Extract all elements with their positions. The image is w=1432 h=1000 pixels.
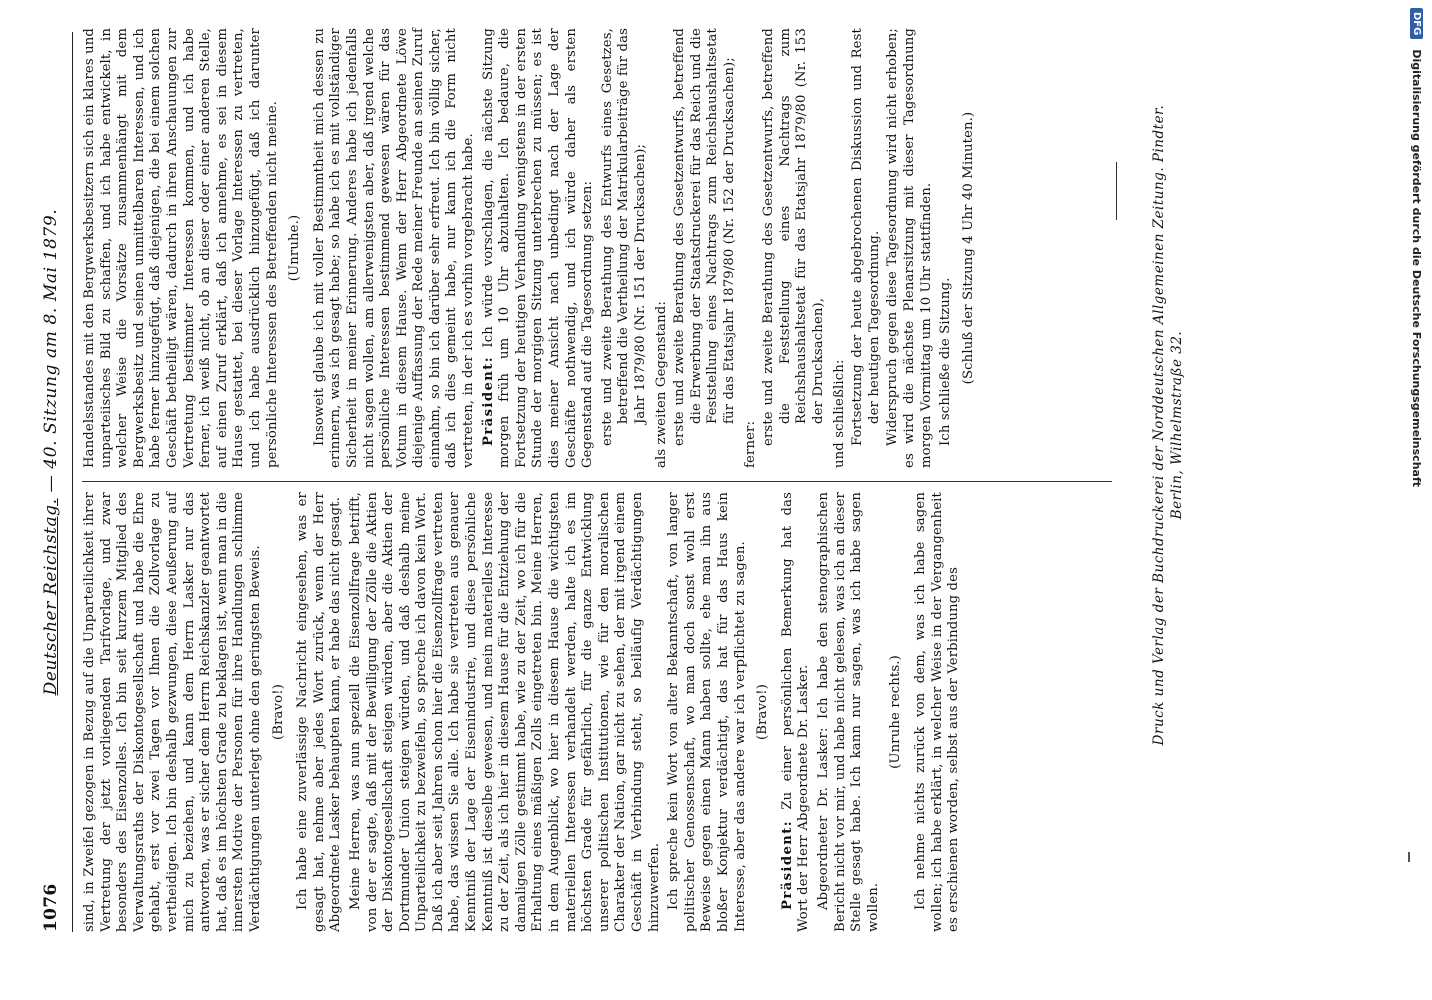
speaker-label: Abgeordneter Dr. Lasker: [815,727,831,910]
printer-imprint [1150,30,1186,820]
speech-text: Ich würde vorschlagen, die nächste Sitzung morgen früh um 10 Uhr abzuhalten. Ich bedaure, die Fortsetzung der heutigen Verhandlung wenigstens in der ersten Stunde der morgigen Sitzung unterbrechen zu müssen; es ist dies meiner Ansicht nach unbedingt nach der Lage der Geschäfte nothwendig, und ich würde daher als ersten Gegenstand auf die Tagesordnung setzen: [480,27,596,468]
remark: (Unruhe rechts.) [888,655,904,769]
paragraph: Insoweit glaube ich mit voller Bestimmtheit mich dessen zu erinnern, was ich gesagt habe; so habe ich es mit vollständiger Sicherheit in meiner Erinnerung. Anderes habe ich jedenfalls nicht sagen wollen, am allerwenigsten aber, daß irgend welche persönliche Interessen bestimmend gewesen wären für das Votum in diesem Hause. Wenn der Herr Abgeordnete Löwe diejenige Auffassung der Rede meiner Freunde an seinen Zuruf einnahm, so bin ich darüber sehr erfreut. Ich bin völlig sicher, daß ich dies gemeint habe, nur kann ich die Form nicht vertreten, in der ich es vorhin vorgebracht habe. [311,28,477,468]
paragraph: Ich habe eine zuverlässige Nachricht eingesehen, was er gesagt hat, nehme aber jedes Wort zurück, wenn der Herr Abgeordnete Lasker behaupten kann, er habe das nicht gesagt. [295,492,344,932]
agenda-item: Fortsetzung der heute abgebrochenen Diskussion und Rest der heutigen Tagesordnung. [850,28,882,446]
paragraph: Ich spreche kein Wort von alter Bekanntschaft, von langer politischer Genossenschaft, wo man doch sonst wohl erst Beweise gegen einen Mann haben sollte, ehe man ihn aus bloßer Konjektur verdächtigt, das hat für das Haus kein Interesse, aber das andere war ich verpflichtet zu sagen. [666,492,748,932]
paragraph: Widerspruch gegen diese Tagesordnung wird nicht erhoben; es wird die nächste Plenarsitzung mit dieser Tagesordnung morgen Vormittag um 10 Uhr stattfinden. [885,28,934,468]
agenda-item: erste und zweite Berathung des Entwurfs eines Gesetzes, betreffend die Vertheilung der Matrikularbeiträge für das Jahr 1879/80 (Nr. 151 der Drucksachen); [599,28,648,446]
agenda-item: erste und zweite Berathung des Gesetzentwurfs, betreffend die Erwerbung der Staatsdruckerei für das Reich und die Feststellung eines Nachtrags zum Reichshaushaltsetat für das Etatsjahr 1879/80 (Nr. 152 der Drucksachen); [672,28,737,446]
column-divider [82,481,1112,482]
remark: (Unruhe.) [287,214,303,282]
running-title [41,32,61,872]
right-column [82,28,985,468]
speaker-label: Präsident: [480,355,496,446]
closing-rule [1116,162,1117,220]
running-title-prefix: Deutscher Reichstag. [41,498,61,696]
running-title-session: — 40. Sitzung am 8. Mai 1879. [41,208,61,493]
page-header [34,32,68,932]
paragraph: Meine Herren, was nun speziell die Eisenzollfrage betrifft, von der er sagte, daß mit der Bewilligung der Zölle die Aktien der Diskontogesellschaft steigen würden, aber die Aktien der Dortmunder Union steigen würden, und daß deshalb meine Unparteilichkeit zu bezweifeln, so spreche ich davon kein Wort. Daß ich aber seit Jahren schon hier die Eisenzollfrage vertreten habe, das wissen Sie alle. Ich habe sie vertreten aus genauer Kenntniß der Lage der Eisenindustrie, und diese persönliche Kenntniß ist dieselbe gewesen, und mein materielles Interesse zu der Zeit, als ich hier in diesem Hause für die Entziehung der damaligen Zölle gestimmt habe, wie zu der Zeit, wo ich für die Erhaltung eines mäßigen Zolls eingetreten bin. Meine Herren, in dem Augenblick, wo hier in diesem Hause die wichtigsten materiellen Interessen verhandelt werden, halte ich es im höchsten Grade für gefährlich, für die ganze Entwicklung unserer politischen Institutionen, wie für den moralischen Charakter der Nation, gar nicht zu sehen, der mit irgend einem Geschäft in Verbindung steht, so beiläufig Verdächtigungen hinzuwerfen. [347,492,662,932]
speech-text: Ich habe den stenographischen Bericht nicht vor mir, und habe nicht gelesen, was ich an dieser Stelle gesagt habe. Ich kann nur sagen, was ich habe sagen wollen. [815,492,881,932]
page-number: 1076 [41,883,61,932]
remark: (Bravo!) [270,683,286,741]
paragraph: Ich nehme nichts zurück von dem, was ich habe sagen wollen; ich habe erklärt, in welcher Weise in der Vergangenheit es erschienen worden, selbst aus der Verbindung des [912,492,962,932]
imprint-line: Berlin, Wilhelmstraße 32. [1169,330,1185,520]
digitization-text: Digitalisierung gefördert durch die Deutsche Forschungsgemeinschaft [1410,49,1424,488]
digitization-note [1406,8,1428,788]
remark: (Bravo!) [755,683,771,741]
paragraph: sind, in Zweifel gezogen in Bezug auf die Unparteilichkeit ihrer Vertretung der jetzt vorliegenden Tarifvorlage, und zwar besonders des Eisenzolles. Ich bin seit kurzem Mitglied des Verwaltungsraths der Diskontogesellschaft und habe die Ehre gehabt, erst vor zwei Tagen vor Ihnen die Zollvorlage zu vertheidigen. Ich bin deshalb gezwungen, diese Aeußerung auf mich zu beziehen, und kann dem Herrn Lasker nur das antworten, was er sicher dem Herrn Reichskanzler geantwortet hat, daß es im höchsten Grade zu beklagen ist, wenn man in die innersten Motive der Personen für ihre Handlungen schlimme Verdächtigungen unterlegt ohne den geringsten Beweis. [82,492,263,932]
speech-president [780,492,813,932]
agenda-label: als zweiten Gegenstand: [653,301,669,468]
header-rule [72,32,73,932]
agenda-label: ferner: [742,420,758,468]
scan-speck [1408,852,1410,862]
session-closing: (Schluß der Sitzung 4 Uhr 40 Minuten.) [960,111,976,385]
paragraph: Ich schließe die Sitzung. [938,277,954,446]
agenda-item: erste und zweite Berathung des Gesetzentwurfs, betreffend die Feststellung eines Nachtrags zum Reichshaushaltsetat für das Etatsjahr 1879/80 (Nr. 153 der Drucksachen), [761,28,826,446]
paragraph: Handelsstandes mit den Bergwerksbesitzern sich ein klares und unparteiisches Bild zu schaffen, und ich habe entwickelt, in welcher Weise die Vorsätze zusammenhängt mit dem Bergwerksbesitz und seinen unmittelbaren Interessen, und ich habe ferner hinzugefügt, daß diejenigen, die bei einem solchen Geschäft betheiligt wären, dadurch in ihren Anschauungen zur Vertretung bestimmter Interessen kommen, und ich habe ferner, ich weiß nicht, ob an dieser oder einer anderen Stelle, auf einen Zuruf erklärt, daß ich annehme, es sei in diesem Hause gestattet, bei dieser Vorlage Interessen zu vertreten, und ich habe ausdrücklich hinzugefügt, daß ich darunter persönliche Interessen des Betreffenden nicht meine. [82,27,280,468]
speech-president [481,28,597,468]
speech-text: Zu einer persönlichen Bemerkung hat das Wort der Herr Abgeordnete Dr. Lasker. [779,491,812,932]
speech-lasker [816,492,882,932]
speaker-label: Präsident: [779,819,795,910]
left-column [82,492,966,932]
agenda-label: und schließlich: [831,359,847,468]
dfg-logo: DFG [1411,8,1424,39]
imprint-line: Druck und Verlag der Buchdruckerei der Norddeutschen Allgemeinen Zeitung. Pindter. [1151,104,1167,746]
